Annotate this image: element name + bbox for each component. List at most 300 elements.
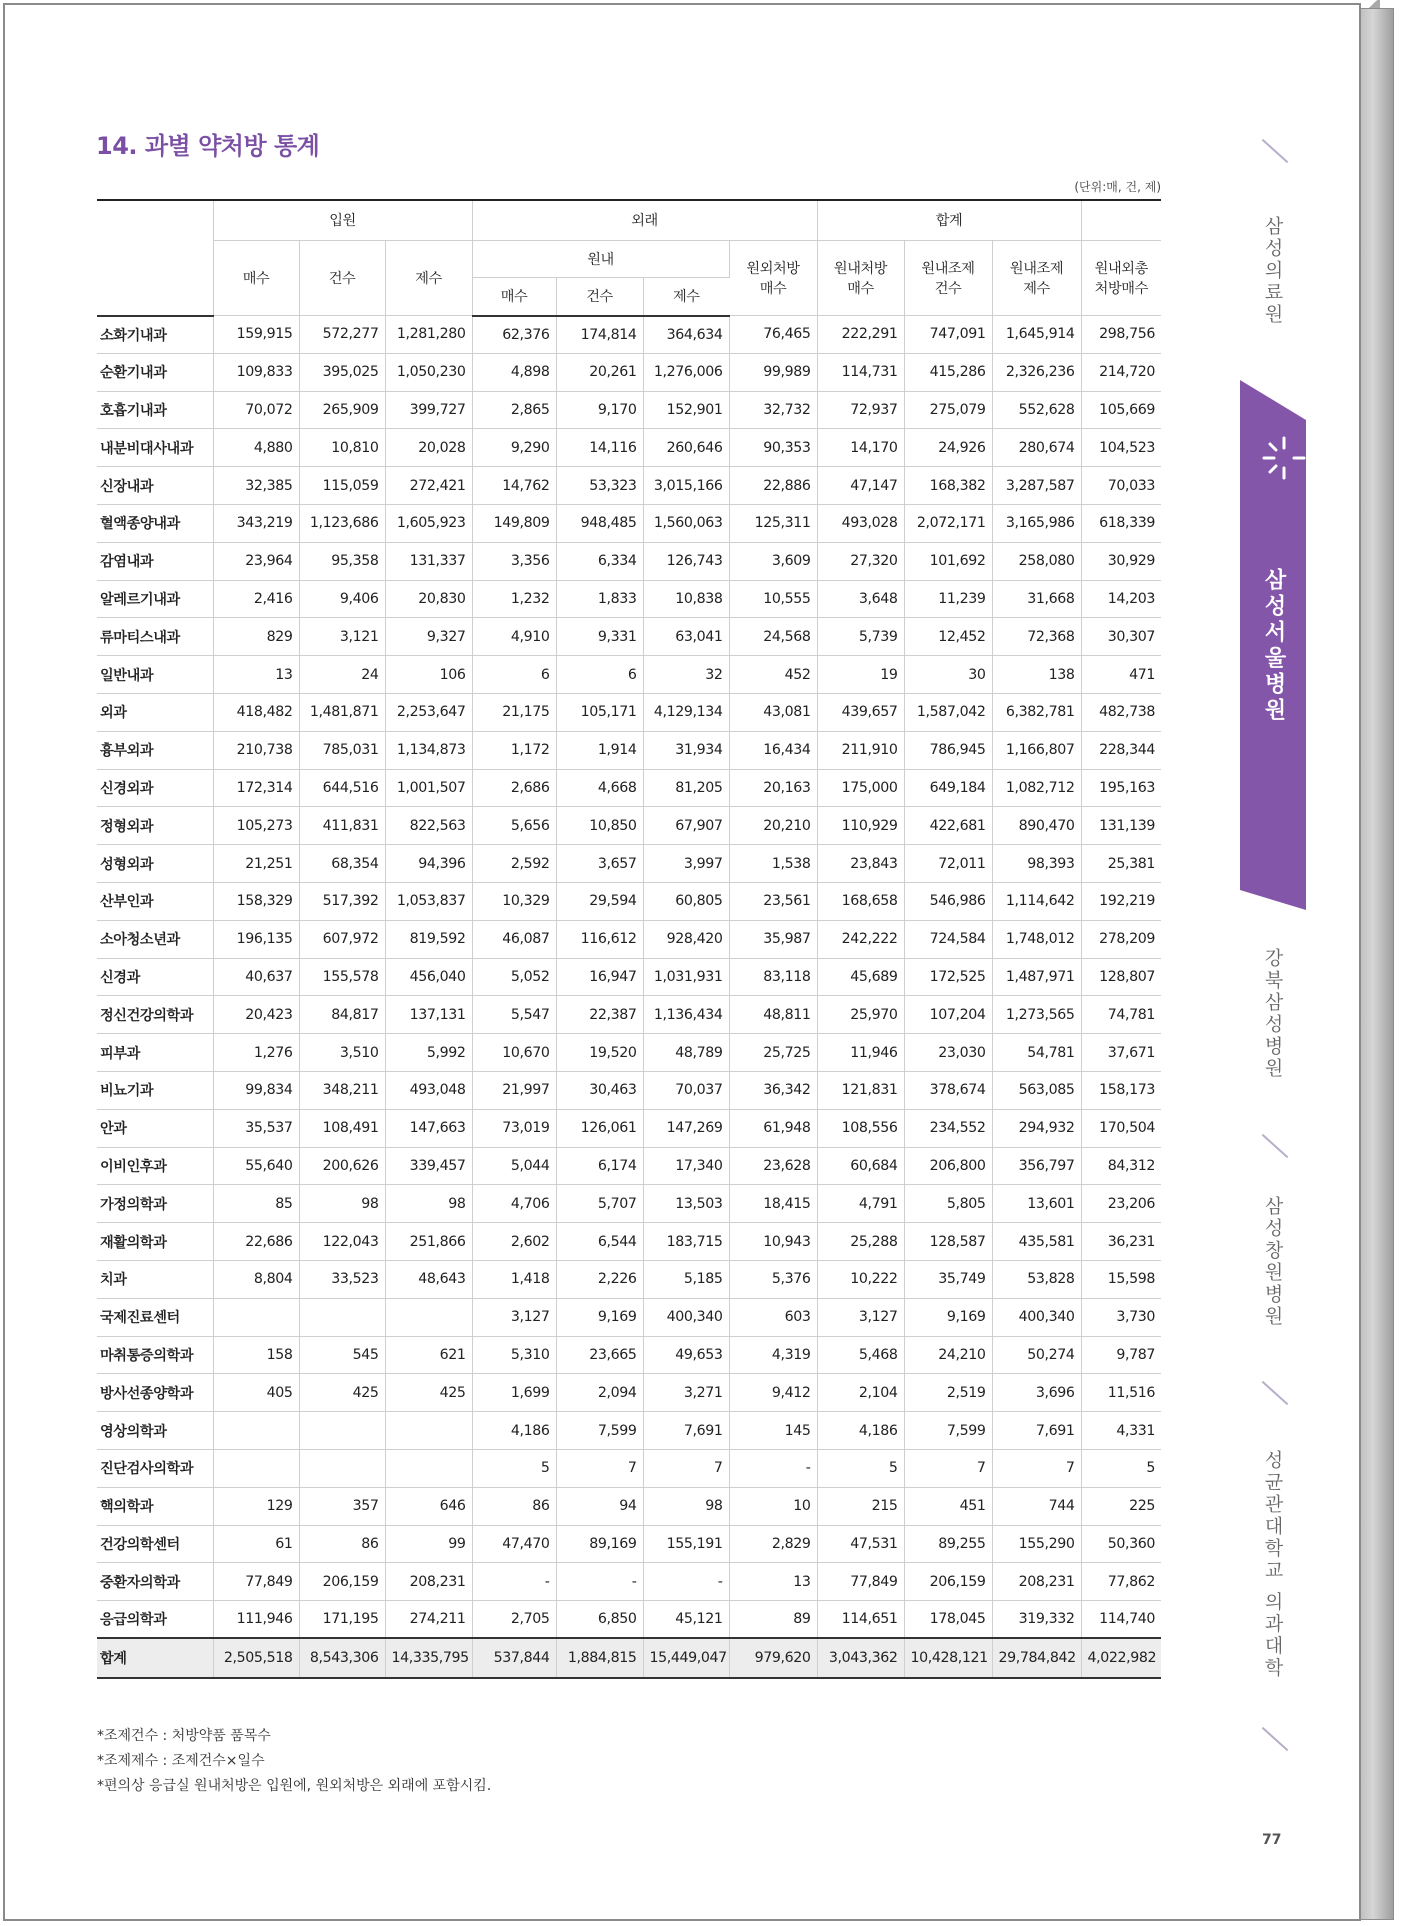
- table-cell: 10,838: [643, 580, 729, 618]
- table-cell: 563,085: [992, 1072, 1081, 1110]
- table-cell: 5,805: [904, 1185, 992, 1223]
- table-cell: -: [556, 1563, 643, 1601]
- table-cell: 15,598: [1081, 1261, 1161, 1299]
- table-cell: 206,159: [299, 1563, 385, 1601]
- table-cell: 62,376: [472, 316, 556, 354]
- table-cell: 435,581: [992, 1223, 1081, 1261]
- department-name: 순환기내과: [97, 353, 213, 391]
- table-cell: 395,025: [299, 353, 385, 391]
- table-row: [97, 391, 1161, 429]
- table-cell: 68,354: [299, 845, 385, 883]
- table-cell: 10,810: [299, 429, 385, 467]
- table-cell: 7,599: [904, 1412, 992, 1450]
- table-cell: 4,186: [817, 1412, 904, 1450]
- table-cell: 1,487,971: [992, 958, 1081, 996]
- table-cell: 11,946: [817, 1034, 904, 1072]
- table-cell: 17,340: [643, 1147, 729, 1185]
- table-cell: 357: [299, 1487, 385, 1525]
- table-cell: 890,470: [992, 807, 1081, 845]
- table-row: [97, 618, 1161, 656]
- table-cell: 128,587: [904, 1223, 992, 1261]
- table-cell: 399,727: [385, 391, 472, 429]
- table-cell: 1,605,923: [385, 505, 472, 543]
- table-cell: [385, 1450, 472, 1488]
- header-total-in-prep-cases-line2: 건수: [934, 280, 962, 297]
- table-cell: 211,910: [817, 731, 904, 769]
- table-cell: 411,831: [299, 807, 385, 845]
- table-cell: 5,044: [472, 1147, 556, 1185]
- table-cell: 9,412: [729, 1374, 817, 1412]
- table-cell: 785,031: [299, 731, 385, 769]
- table-cell: 2,602: [472, 1223, 556, 1261]
- table-cell: 2,519: [904, 1374, 992, 1412]
- table-cell: [299, 1298, 385, 1336]
- table-cell: 545: [299, 1336, 385, 1374]
- header-total-inout-line1: 원내외총: [1094, 260, 1148, 277]
- table-cell: 280,674: [992, 429, 1081, 467]
- table-cell: 16,947: [556, 958, 643, 996]
- table-cell: 70,072: [213, 391, 299, 429]
- side-tab-samsung-seoul[interactable]: [1240, 568, 1306, 724]
- table-cell: 5,739: [817, 618, 904, 656]
- table-cell: 4,331: [1081, 1412, 1161, 1450]
- table-cell: 1,050,230: [385, 353, 472, 391]
- table-cell: 53,323: [556, 467, 643, 505]
- table-cell: 7,691: [643, 1412, 729, 1450]
- table-cell: 9,170: [556, 391, 643, 429]
- table-cell: 260,646: [643, 429, 729, 467]
- table-cell: 552,628: [992, 391, 1081, 429]
- department-name: 응급의학과: [97, 1601, 213, 1639]
- table-cell: -: [729, 1450, 817, 1488]
- table-cell: 1,645,914: [992, 316, 1081, 354]
- header-total-inout: [1081, 240, 1161, 316]
- table-cell: 99: [385, 1525, 472, 1563]
- table-cell: 451: [904, 1487, 992, 1525]
- table-cell: 10,428,121: [904, 1638, 992, 1678]
- department-name: 정형외과: [97, 807, 213, 845]
- table-cell: -: [643, 1563, 729, 1601]
- table-cell: 222,291: [817, 316, 904, 354]
- table-cell: 98: [643, 1487, 729, 1525]
- table-cell: 425: [385, 1374, 472, 1412]
- department-name: 치과: [97, 1261, 213, 1299]
- table-cell: 5: [472, 1450, 556, 1488]
- table-cell: 16,434: [729, 731, 817, 769]
- table-cell: 109,833: [213, 353, 299, 391]
- table-cell: [213, 1412, 299, 1450]
- table-cell: 603: [729, 1298, 817, 1336]
- table-cell: 3,609: [729, 542, 817, 580]
- side-tab-medical-center[interactable]: [1240, 216, 1304, 326]
- table-cell: 30,929: [1081, 542, 1161, 580]
- table-cell: 493,028: [817, 505, 904, 543]
- department-name: 신경과: [97, 958, 213, 996]
- table-cell: 47,147: [817, 467, 904, 505]
- table-cell: 158,173: [1081, 1072, 1161, 1110]
- table-cell: 3,696: [992, 1374, 1081, 1412]
- table-cell: 10,850: [556, 807, 643, 845]
- table-cell: 1,281,280: [385, 316, 472, 354]
- side-tab-kangbuk[interactable]: [1240, 948, 1304, 1080]
- table-cell: 22,387: [556, 996, 643, 1034]
- table-cell: 70,037: [643, 1072, 729, 1110]
- table-row: [97, 694, 1161, 732]
- table-cell: 45,689: [817, 958, 904, 996]
- table-cell: 19,520: [556, 1034, 643, 1072]
- table-cell: 2,865: [472, 391, 556, 429]
- table-cell: 122,043: [299, 1223, 385, 1261]
- table-row: [97, 1298, 1161, 1336]
- table-cell: 155,578: [299, 958, 385, 996]
- table-cell: 7,599: [556, 1412, 643, 1450]
- department-name: 류마티스내과: [97, 618, 213, 656]
- table-cell: 110,929: [817, 807, 904, 845]
- table-cell: 537,844: [472, 1638, 556, 1678]
- table-cell: 20,028: [385, 429, 472, 467]
- table-cell: 493,048: [385, 1072, 472, 1110]
- table-cell: 48,811: [729, 996, 817, 1034]
- table-cell: 49,653: [643, 1336, 729, 1374]
- table-cell: 24,568: [729, 618, 817, 656]
- table-cell: 3,510: [299, 1034, 385, 1072]
- table-cell: 84,312: [1081, 1147, 1161, 1185]
- table-cell: 1,833: [556, 580, 643, 618]
- table-cell: 928,420: [643, 920, 729, 958]
- table-cell: 32,732: [729, 391, 817, 429]
- table-cell: 72,937: [817, 391, 904, 429]
- table-row: [97, 505, 1161, 543]
- header-in-hospital: 원내: [472, 240, 729, 278]
- table-cell: 1,232: [472, 580, 556, 618]
- table-cell: 172,314: [213, 769, 299, 807]
- department-name: 일반내과: [97, 656, 213, 694]
- department-name: 내분비대사내과: [97, 429, 213, 467]
- page-stack-edge: [1358, 8, 1394, 1920]
- table-cell: 1,134,873: [385, 731, 472, 769]
- table-cell: 46,087: [472, 920, 556, 958]
- table-cell: 31,934: [643, 731, 729, 769]
- table-cell: 11,516: [1081, 1374, 1161, 1412]
- table-cell: 618,339: [1081, 505, 1161, 543]
- table-cell: 6: [472, 656, 556, 694]
- table-cell: 215: [817, 1487, 904, 1525]
- table-cell: 5,310: [472, 1336, 556, 1374]
- table-cell: 5,707: [556, 1185, 643, 1223]
- table-cell: 20,261: [556, 353, 643, 391]
- table-row: [97, 1223, 1161, 1261]
- table-cell: 1,276,006: [643, 353, 729, 391]
- table-row: [97, 1450, 1161, 1488]
- table-cell: 48,789: [643, 1034, 729, 1072]
- table-cell: 4,668: [556, 769, 643, 807]
- table-row: [97, 467, 1161, 505]
- table-cell: 116,612: [556, 920, 643, 958]
- table-cell: 172,525: [904, 958, 992, 996]
- table-cell: 43,081: [729, 694, 817, 732]
- table-cell: 6,382,781: [992, 694, 1081, 732]
- table-cell: 3,730: [1081, 1298, 1161, 1336]
- table-cell: 1,053,837: [385, 883, 472, 921]
- table-cell: 829: [213, 618, 299, 656]
- header-total-in-prep-cases-line1: 원내조제: [921, 260, 975, 277]
- table-cell: 418,482: [213, 694, 299, 732]
- table-cell: 439,657: [817, 694, 904, 732]
- table-cell: 98,393: [992, 845, 1081, 883]
- table-cell: 1,166,807: [992, 731, 1081, 769]
- table-cell: 4,319: [729, 1336, 817, 1374]
- table-cell: 89: [729, 1601, 817, 1639]
- table-cell: 24,926: [904, 429, 992, 467]
- table-cell: 20,163: [729, 769, 817, 807]
- department-name: 비뇨기과: [97, 1072, 213, 1110]
- table-cell: 70,033: [1081, 467, 1161, 505]
- table-cell: 5,547: [472, 996, 556, 1034]
- table-cell: 4,880: [213, 429, 299, 467]
- table-cell: 4,129,134: [643, 694, 729, 732]
- table-cell: 50,274: [992, 1336, 1081, 1374]
- department-name: 중환자의학과: [97, 1563, 213, 1601]
- table-cell: 13: [729, 1563, 817, 1601]
- table-cell: 31,668: [992, 580, 1081, 618]
- table-cell: 2,104: [817, 1374, 904, 1412]
- header-outside-rx: [729, 240, 817, 316]
- table-cell: 32: [643, 656, 729, 694]
- table-cell: 77,849: [213, 1563, 299, 1601]
- table-cell: 471: [1081, 656, 1161, 694]
- table-cell: 278,209: [1081, 920, 1161, 958]
- table-cell: 108,491: [299, 1109, 385, 1147]
- table-cell: 195,163: [1081, 769, 1161, 807]
- table-cell: 12,452: [904, 618, 992, 656]
- table-cell: 2,592: [472, 845, 556, 883]
- table-cell: 2,829: [729, 1525, 817, 1563]
- table-cell: 105,273: [213, 807, 299, 845]
- table-cell: 3,043,362: [817, 1638, 904, 1678]
- table-cell: 9,331: [556, 618, 643, 656]
- table-cell: 822,563: [385, 807, 472, 845]
- table-row: [97, 920, 1161, 958]
- table-cell: 192,219: [1081, 883, 1161, 921]
- footnote: *조제제수 : 조제건수×일수: [97, 1753, 265, 1769]
- table-cell: 258,080: [992, 542, 1081, 580]
- table-cell: 19: [817, 656, 904, 694]
- table-cell: 107,204: [904, 996, 992, 1034]
- table-cell: 646: [385, 1487, 472, 1525]
- department-name: 정신건강의학과: [97, 996, 213, 1034]
- table-cell: 47,531: [817, 1525, 904, 1563]
- table-cell: 3,015,166: [643, 467, 729, 505]
- table-cell: 1,418: [472, 1261, 556, 1299]
- table-cell: 4,791: [817, 1185, 904, 1223]
- table-cell: 25,970: [817, 996, 904, 1034]
- table-cell: 747,091: [904, 316, 992, 354]
- footnotes: [97, 1724, 491, 1799]
- table-cell: 3,271: [643, 1374, 729, 1412]
- table-cell: 3,648: [817, 580, 904, 618]
- table-cell: 72,011: [904, 845, 992, 883]
- table-cell: 5,052: [472, 958, 556, 996]
- table-row: [97, 769, 1161, 807]
- table-cell: 14,116: [556, 429, 643, 467]
- table-cell: 10,329: [472, 883, 556, 921]
- table-cell: 4,898: [472, 353, 556, 391]
- table-cell: 23,843: [817, 845, 904, 883]
- table-cell: 1,481,871: [299, 694, 385, 732]
- table-cell: 21,175: [472, 694, 556, 732]
- table-cell: 89,169: [556, 1525, 643, 1563]
- table-row: [97, 1109, 1161, 1147]
- table-cell: 83,118: [729, 958, 817, 996]
- table-cell: 400,340: [643, 1298, 729, 1336]
- table-cell: 155,290: [992, 1525, 1081, 1563]
- table-cell: 50,360: [1081, 1525, 1161, 1563]
- table-cell: 25,381: [1081, 845, 1161, 883]
- table-row: [97, 1336, 1161, 1374]
- table-cell: 10,222: [817, 1261, 904, 1299]
- header-total: 합계: [817, 200, 1081, 240]
- table-cell: 644,516: [299, 769, 385, 807]
- table-cell: 63,041: [643, 618, 729, 656]
- table-cell: 84,817: [299, 996, 385, 1034]
- table-cell: 35,537: [213, 1109, 299, 1147]
- table-cell: 20,210: [729, 807, 817, 845]
- table-cell: 22,886: [729, 467, 817, 505]
- table-cell: [385, 1298, 472, 1336]
- table-cell: 348,211: [299, 1072, 385, 1110]
- table-cell: 85: [213, 1185, 299, 1223]
- table-cell: 1,123,686: [299, 505, 385, 543]
- department-name: 소아청소년과: [97, 920, 213, 958]
- table-cell: 4,910: [472, 618, 556, 656]
- table-cell: 7: [904, 1450, 992, 1488]
- table-cell: 979,620: [729, 1638, 817, 1678]
- department-name: 소화기내과: [97, 316, 213, 354]
- table-cell: 23,206: [1081, 1185, 1161, 1223]
- department-name: 신경외과: [97, 769, 213, 807]
- table-cell: 405: [213, 1374, 299, 1412]
- table-cell: 35,749: [904, 1261, 992, 1299]
- department-name: 마취통증의학과: [97, 1336, 213, 1374]
- table-cell: 400,340: [992, 1298, 1081, 1336]
- department-name: 외과: [97, 694, 213, 732]
- table-cell: 5,468: [817, 1336, 904, 1374]
- table-cell: 48,643: [385, 1261, 472, 1299]
- table-cell: 105,171: [556, 694, 643, 732]
- page-title: 14. 과별 약처방 통계: [96, 132, 320, 160]
- table-cell: 7,691: [992, 1412, 1081, 1450]
- table-cell: 5: [817, 1450, 904, 1488]
- table-cell: 104,523: [1081, 429, 1161, 467]
- table-cell: 425: [299, 1374, 385, 1412]
- table-cell: 108,556: [817, 1109, 904, 1147]
- table-cell: 77,849: [817, 1563, 904, 1601]
- header-inpatient-sheets: 매수: [213, 240, 299, 316]
- table-row: [97, 1261, 1161, 1299]
- table-body: [97, 316, 1161, 1679]
- table-cell: 1,031,931: [643, 958, 729, 996]
- header-total-inout-line2: 처방매수: [1094, 280, 1148, 297]
- table-cell: 422,681: [904, 807, 992, 845]
- prescription-stats-table: [97, 199, 1161, 1679]
- unit-label: (단위:매, 건, 제): [1074, 180, 1161, 194]
- side-tab-changwon[interactable]: [1240, 1196, 1304, 1328]
- table-cell: 10,555: [729, 580, 817, 618]
- table-cell: 61,948: [729, 1109, 817, 1147]
- table-cell: 1,114,642: [992, 883, 1081, 921]
- table-cell: 11,239: [904, 580, 992, 618]
- table-cell: 90,353: [729, 429, 817, 467]
- table-cell: 1,748,012: [992, 920, 1081, 958]
- table-cell: 99,834: [213, 1072, 299, 1110]
- table-cell: 147,269: [643, 1109, 729, 1147]
- table-cell: 3,127: [472, 1298, 556, 1336]
- table-cell: 145: [729, 1412, 817, 1450]
- table-cell: 1,699: [472, 1374, 556, 1412]
- table-cell: 6: [556, 656, 643, 694]
- table-cell: 20,830: [385, 580, 472, 618]
- table-cell: 126,743: [643, 542, 729, 580]
- table-cell: 89,255: [904, 1525, 992, 1563]
- table-cell: 98: [385, 1185, 472, 1223]
- table-cell: 128,807: [1081, 958, 1161, 996]
- table-cell: 24: [299, 656, 385, 694]
- department-name: 영상의학과: [97, 1412, 213, 1450]
- table-cell: 13: [213, 656, 299, 694]
- department-name: 진단검사의학과: [97, 1450, 213, 1488]
- department-name: 감염내과: [97, 542, 213, 580]
- table-cell: 9,327: [385, 618, 472, 656]
- side-tab-label: 성균관대학교 의과대학: [1261, 1450, 1284, 1680]
- table-cell: 168,382: [904, 467, 992, 505]
- table-cell: 8,543,306: [299, 1638, 385, 1678]
- table-cell: 2,072,171: [904, 505, 992, 543]
- table-cell: 111,946: [213, 1601, 299, 1639]
- table-row: [97, 429, 1161, 467]
- table-cell: 343,219: [213, 505, 299, 543]
- table-cell: 29,784,842: [992, 1638, 1081, 1678]
- table-cell: 3,997: [643, 845, 729, 883]
- table-cell: [385, 1412, 472, 1450]
- table-cell: 155,191: [643, 1525, 729, 1563]
- table-cell: 9,169: [904, 1298, 992, 1336]
- department-name: 방사선종양학과: [97, 1374, 213, 1412]
- starburst-icon: [1262, 436, 1306, 480]
- table-cell: 86: [299, 1525, 385, 1563]
- table-cell: 15,449,047: [643, 1638, 729, 1678]
- table-cell: 101,692: [904, 542, 992, 580]
- total-row: [97, 1638, 1161, 1678]
- department-name: 흉부외과: [97, 731, 213, 769]
- table-cell: 607,972: [299, 920, 385, 958]
- table-cell: 61: [213, 1525, 299, 1563]
- header-total-in-prep-doses: [992, 240, 1081, 316]
- table-cell: 274,211: [385, 1601, 472, 1639]
- table-cell: 23,030: [904, 1034, 992, 1072]
- table-cell: 356,797: [992, 1147, 1081, 1185]
- table-cell: 3,657: [556, 845, 643, 883]
- table-cell: 152,901: [643, 391, 729, 429]
- table-cell: 40,637: [213, 958, 299, 996]
- table-cell: 74,781: [1081, 996, 1161, 1034]
- side-tab-skku-medicine[interactable]: [1240, 1450, 1304, 1679]
- side-tab-label-active: 삼성서울병원: [1261, 568, 1286, 724]
- table-cell: 1,273,565: [992, 996, 1081, 1034]
- table-cell: 649,184: [904, 769, 992, 807]
- table-cell: 8,804: [213, 1261, 299, 1299]
- table-cell: 131,337: [385, 542, 472, 580]
- table-row: [97, 1525, 1161, 1563]
